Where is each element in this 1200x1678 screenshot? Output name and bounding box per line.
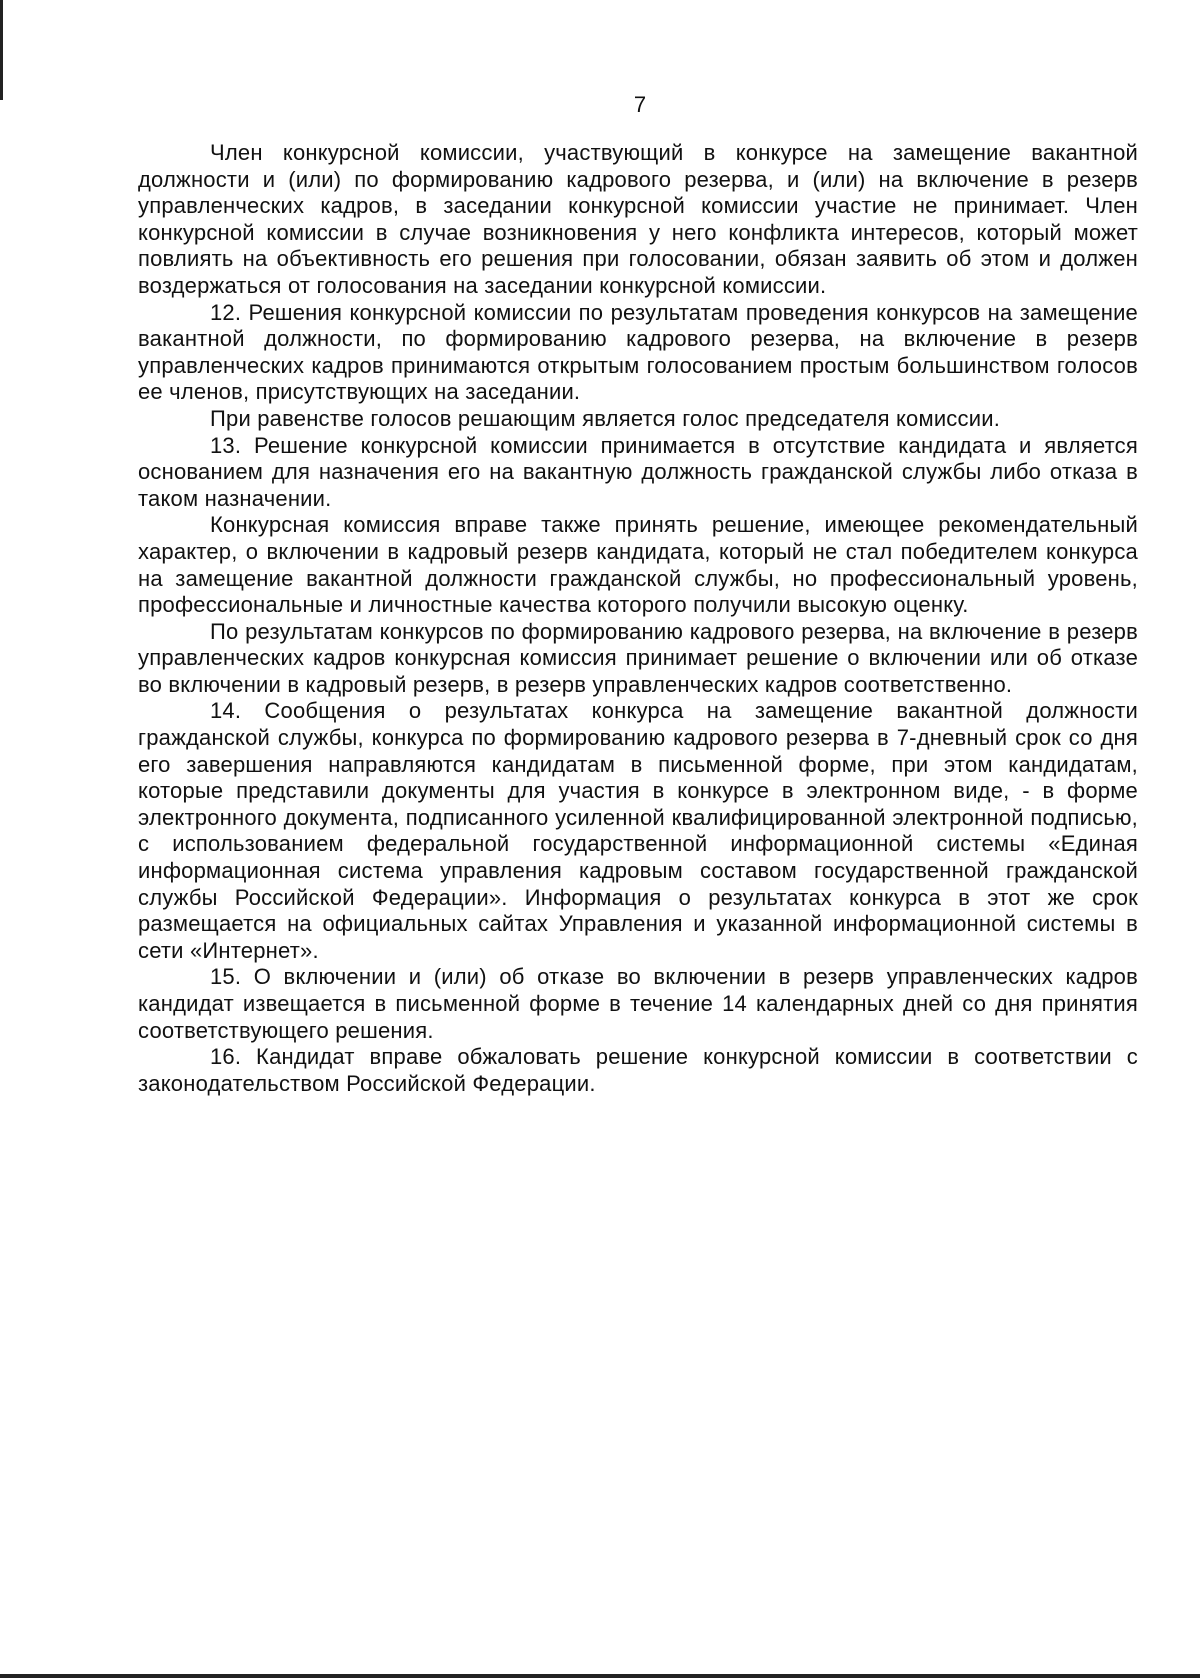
- paragraph-reserve-results: По результатам конкурсов по формированию кадрового резерва, на включение в резерв управленческих кадров конкурсная комиссия принимает решение о включении или об отказе во включении в кадровый резерв, в резерв управленческих кадров соответственно.: [138, 618, 1138, 697]
- paragraph-item-14: 14. Сообщения о результатах конкурса на замещение вакантной должности гражданской службы, конкурса по формированию кадрового резерва в 7-дневный срок со дня его завершения направляются кандидатам в письменной форме, при этом кандидатам, которые представили документы для участия в конкурсе в электронном виде, - в форме электронного документа, подписанного усиленной квалифицированной электронной подписью, с использованием федеральной государственной информационной системы «Единая информационная система управления кадровым составом государственной гражданской службы Российской Федерации». Информация о результатах конкурса в этот же срок размещается на официальных сайтах Управления и указанной информационной системы в сети «Интернет».: [138, 698, 1138, 963]
- paragraph-recommendation: Конкурсная комиссия вправе также принять решение, имеющее рекомендательный характер, о включении в кадровый резерв кандидата, который не стал победителем конкурса на замещение вакантной должности гражданской службы, но профессиональный уровень, профессиональные и личностные качества которого получили высокую оценку.: [138, 512, 1138, 618]
- scan-edge-left: [0, 0, 3, 100]
- document-body: [138, 140, 1138, 1097]
- page-number: 7: [633, 92, 647, 117]
- paragraph-item-12: 12. Решения конкурсной комиссии по результатам проведения конкурсов на замещение вакантной должности, по формированию кадрового резерва, на включение в резерв управленческих кадров принимаются открытым голосованием простым большинством голосов ее членов, присутствующих на заседании.: [138, 299, 1138, 405]
- paragraph-item-16: 16. Кандидат вправе обжаловать решение конкурсной комиссии в соответствии с законодательством Российской Федерации.: [138, 1044, 1138, 1096]
- scan-edge-bottom: [0, 1674, 1200, 1678]
- paragraph-item-13: 13. Решение конкурсной комиссии принимается в отсутствие кандидата и является основанием для назначения его на вакантную должность гражданской службы либо отказа в таком назначении.: [138, 432, 1138, 511]
- paragraph-item-15: 15. О включении и (или) об отказе во включении в резерв управленческих кадров кандидат извещается в письменной форме в течение 14 календарных дней со дня принятия соответствующего решения.: [138, 964, 1138, 1043]
- paragraph-commission-member: Член конкурсной комиссии, участвующий в конкурсе на замещение вакантной должности и (или) по формированию кадрового резерва, и (или) на включение в резерв управленческих кадров, в заседании конкурсной комиссии участие не принимает. Член конкурсной комиссии в случае возникновения у него конфликта интересов, который может повлиять на объективность его решения при голосовании, обязан заявить об этом и должен воздержаться от голосования на заседании конкурсной комиссии.: [138, 140, 1138, 298]
- paragraph-tie-vote: При равенстве голосов решающим является голос председателя комиссии.: [210, 405, 1001, 431]
